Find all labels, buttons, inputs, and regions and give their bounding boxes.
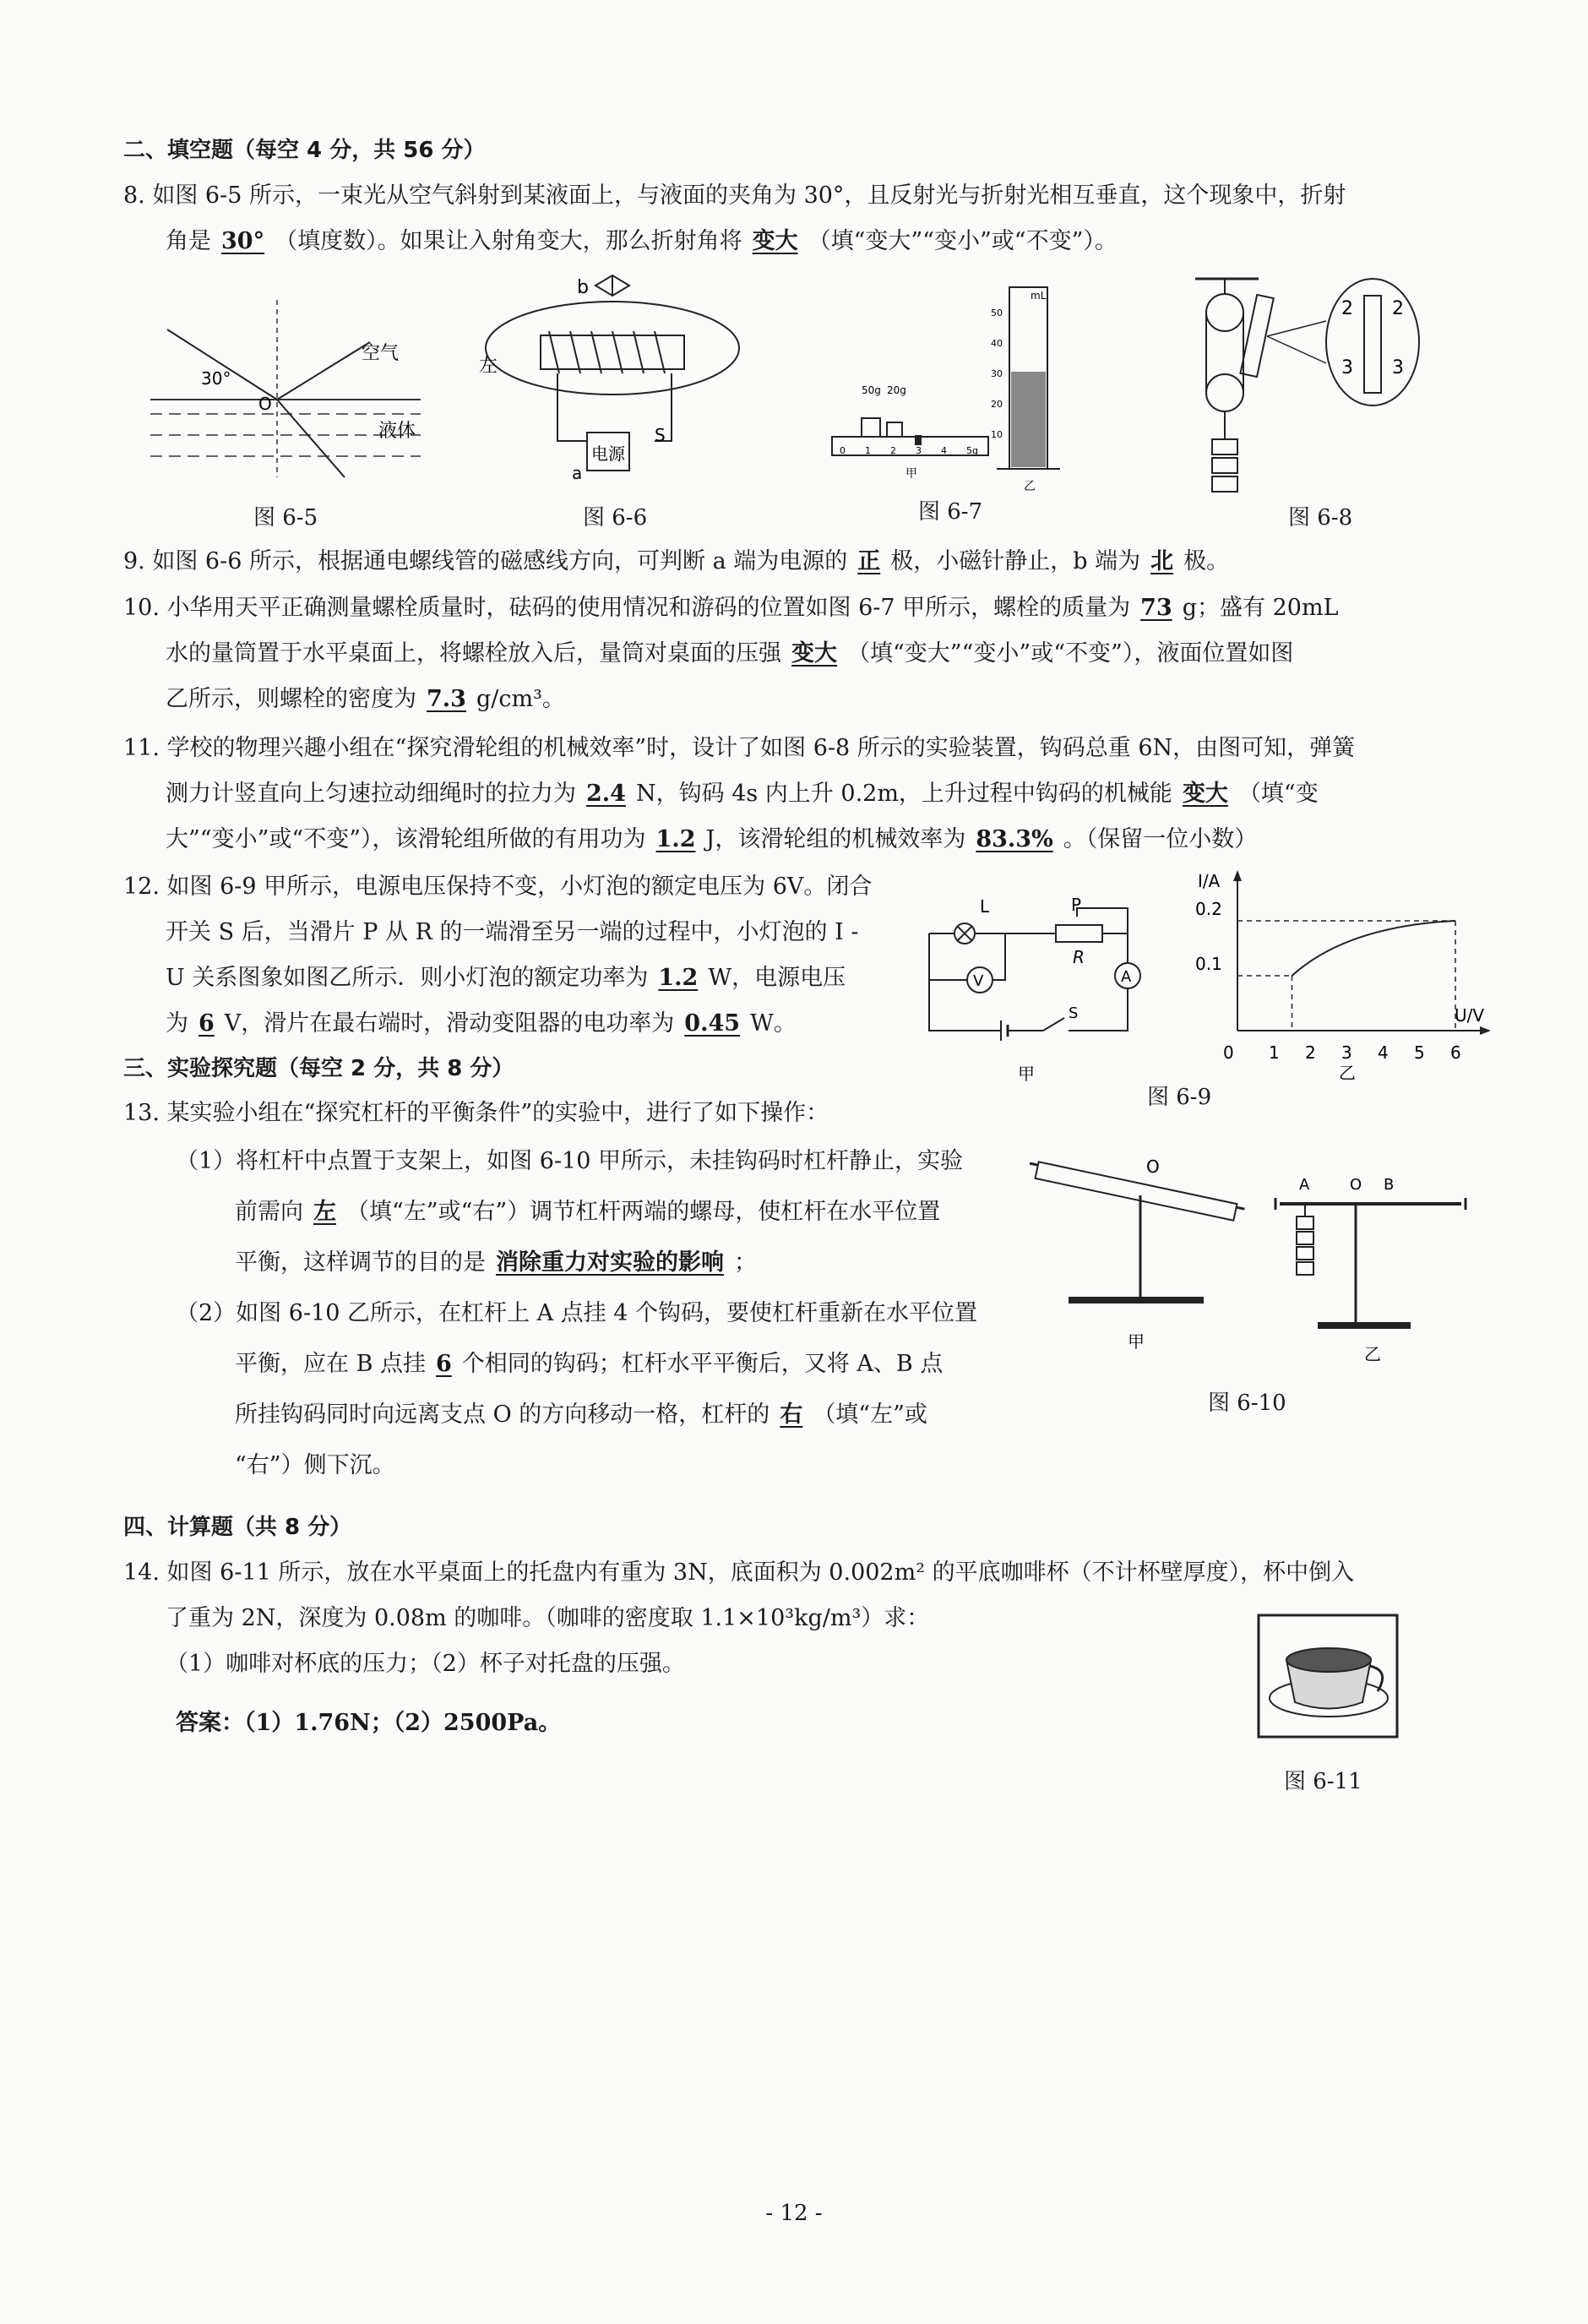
- q14-line3: （1）咖啡对杯底的压力；（2）杯子对托盘的压强。: [166, 1651, 685, 1677]
- x-tick: 4: [1378, 1042, 1389, 1063]
- answer-blank: 73: [1140, 595, 1172, 621]
- jia-label: 甲: [1018, 1064, 1035, 1084]
- figure-caption: 图 6-5: [253, 505, 318, 531]
- a-label: a: [572, 463, 583, 483]
- x-tick: 1: [1269, 1042, 1280, 1063]
- q14-line1: 14. 如图 6-11 所示，放在水平桌面上的托盘内有重为 3N，底面积为 0.002m² 的平底咖啡杯（不计杯壁厚度），杯中倒入: [123, 1559, 1355, 1586]
- q10-line1: 10. 小华用天平正确测量螺栓质量时，砝码的使用情况和游码的位置如图 6-7 甲所示，螺栓的质量为 73 g；盛有 20mL: [123, 591, 1339, 625]
- answer-blank: 83.3%: [976, 826, 1053, 852]
- answer-blank: 1.2: [655, 826, 696, 852]
- angle-label: 30°: [201, 368, 231, 389]
- answer-blank: 30°: [221, 228, 265, 254]
- figure-6-8-pulley-system: [1183, 270, 1444, 524]
- figure-caption: 图 6-10: [1208, 1391, 1286, 1416]
- yi-label: 乙: [1339, 1063, 1356, 1083]
- figure-6-6-solenoid-diagram: [477, 272, 748, 492]
- scale-tick: 5g: [966, 445, 978, 456]
- answer-blank: 北: [1150, 548, 1174, 574]
- q12-line3: U 关系图象如图乙所示．则小灯泡的额定功率为 1.2 W，电源电压: [166, 961, 846, 995]
- q14-answer: 答案：（1）1.76N；（2）2500Pa。: [176, 1710, 562, 1736]
- switch-label: S: [655, 425, 666, 445]
- section-heading-fill-blank: 二、填空题（每空 4 分，共 56 分）: [123, 138, 486, 163]
- answer-blank: 消除重力对实验的影响: [496, 1249, 724, 1276]
- point-b-label: B: [1384, 1176, 1395, 1194]
- figure-caption: 图 6-6: [583, 505, 648, 531]
- voltmeter-label: V: [973, 972, 984, 990]
- jia-label: 甲: [1128, 1331, 1145, 1352]
- q12-line2: 开关 S 后，当滑片 P 从 R 的一端滑至另一端的过程中，小灯泡的 I -: [166, 919, 859, 945]
- figure-caption: 图 6-9: [1147, 1085, 1212, 1110]
- q11-line2: 测力计竖直向上匀速拉动细绳时的拉力为 2.4 N，钩码 4s 内上升 0.2m，上升过程中钩码的机械能 变大 （填“变: [166, 777, 1319, 811]
- q12-line1: 12. 如图 6-9 甲所示，电源电压保持不变，小灯泡的额定电压为 6V。闭合: [123, 874, 873, 900]
- q8-line1: 8. 如图 6-5 所示，一束光从空气斜射到某液面上，与液面的夹角为 30°，且反射光与折射光相互垂直，这个现象中，折射: [123, 182, 1346, 209]
- figure-6-5-refraction-diagram: [150, 300, 429, 486]
- ml-label: mL: [1031, 290, 1047, 302]
- pivot-o-label: O: [1146, 1157, 1160, 1177]
- point-a-label: A: [1299, 1176, 1310, 1194]
- left-label: 左: [479, 356, 498, 377]
- answer-blank: 右: [780, 1401, 803, 1428]
- q13-p2-line1: （2）如图 6-10 乙所示，在杠杆上 A 点挂 4 个钩码，要使杠杆重新在水平位置: [176, 1300, 978, 1326]
- jia-label: 甲: [905, 467, 917, 481]
- section-heading-calculation: 四、计算题（共 8 分）: [123, 1515, 352, 1540]
- cylinder-tick: 40: [991, 338, 1003, 349]
- answer-blank: 变大: [791, 640, 837, 667]
- x-axis-label: U/V: [1455, 1005, 1485, 1026]
- b-label: b: [577, 277, 589, 298]
- cylinder-tick: 20: [991, 399, 1003, 410]
- q14-line2: 了重为 2N，深度为 0.08m 的咖啡。（咖啡的密度取 1.1×10³kg/m³）求：: [166, 1605, 930, 1631]
- q11-line3: 大”“变小”或“不变”），该滑轮组所做的有用功为 1.2 J，该滑轮组的机械效率为 83.3% 。（保留一位小数）: [166, 823, 1257, 857]
- q13-p1-line2: 前需向 左 （填“左”或“右”）调节杠杆两端的螺母，使杠杆在水平位置: [235, 1195, 940, 1229]
- power-source-label: 电源: [591, 444, 625, 464]
- q13-p2-line4: “右”）侧下沉。: [235, 1452, 395, 1478]
- x-tick: 5: [1414, 1042, 1425, 1063]
- q13-p1-line3: 平衡，这样调节的目的是 消除重力对实验的影响 ；: [235, 1246, 757, 1280]
- answer-blank: 7.3: [427, 686, 466, 712]
- section-heading-experiment: 三、实验探究题（每空 2 分，共 8 分）: [123, 1056, 514, 1081]
- q13-line1: 13. 某实验小组在“探究杠杆的平衡条件”的实验中，进行了如下操作：: [123, 1100, 829, 1126]
- cylinder-tick: 10: [991, 429, 1003, 440]
- yi-label: 乙: [1024, 480, 1036, 493]
- scale-2-left: 2: [1341, 298, 1353, 319]
- scale-tick: 1: [865, 445, 871, 456]
- origin-label: 0: [1223, 1042, 1234, 1063]
- answer-blank: 0.45: [684, 1010, 741, 1037]
- figure-6-11-coffee-cup: [1257, 1614, 1400, 1740]
- cylinder-tick: 50: [991, 308, 1003, 318]
- figure-caption: 图 6-11: [1284, 1769, 1362, 1794]
- q10-line3: 乙所示，则螺栓的密度为 7.3 g/cm³。: [166, 683, 565, 716]
- y-tick: 0.1: [1195, 954, 1222, 974]
- answer-blank: 变大: [1182, 781, 1228, 807]
- cylinder-tick: 30: [991, 368, 1003, 379]
- iv-curve: [1292, 921, 1456, 976]
- air-label: 空气: [362, 343, 400, 364]
- weight-20g-label: 20g: [887, 384, 906, 396]
- page-number: - 12 -: [765, 2201, 823, 2226]
- iv-guide-lines: [1237, 921, 1455, 1031]
- q11-line1: 11. 学校的物理兴趣小组在“探究滑轮组的机械效率”时，设计了如图 6-8 所示的实验装置，钩码总重 6N，由图可知，弹簧: [123, 735, 1356, 761]
- figure-6-10-lever-diagram: [1026, 1132, 1482, 1369]
- figure-6-9-iv-graph: [1183, 866, 1495, 1086]
- y-tick: 0.2: [1195, 899, 1222, 919]
- pivot-o-label: O: [1350, 1176, 1362, 1194]
- figure-caption: 图 6-7: [918, 499, 983, 525]
- ammeter-label: A: [1121, 968, 1132, 986]
- scale-3-left: 3: [1341, 357, 1353, 378]
- answer-blank: 6: [198, 1010, 215, 1037]
- answer-blank: 变大: [752, 228, 798, 254]
- figure-6-7-balance-cylinder: [828, 279, 1081, 498]
- q9-line: 9. 如图 6-6 所示，根据通电螺线管的磁感线方向，可判断 a 端为电源的 正 极，小磁针静止，b 端为 北 极。: [123, 545, 1229, 579]
- scale-2-right: 2: [1392, 298, 1404, 319]
- scale-tick: 4: [941, 445, 947, 456]
- slider-label: P: [1071, 895, 1082, 915]
- x-tick: 6: [1450, 1042, 1461, 1063]
- scale-tick: 3: [916, 445, 922, 456]
- resistor-label: R: [1073, 947, 1085, 967]
- x-tick: 2: [1305, 1042, 1316, 1063]
- scale-tick: 0: [840, 445, 846, 456]
- q8-line2: 角是 30° （填度数）。如果让入射角变大，那么折射角将 变大 （填“变大”“变小”或“不变”）。: [166, 225, 1118, 259]
- liquid-label: 液体: [378, 421, 416, 442]
- q13-p2-line2: 平衡，应在 B 点挂 6 个相同的钩码；杠杆水平平衡后，又将 A、B 点: [235, 1347, 943, 1381]
- figure-caption: 图 6-8: [1288, 505, 1353, 531]
- q10-line2: 水的量筒置于水平桌面上，将螺栓放入后，量筒对桌面的压强 变大 （填“变大”“变小”或“不变”），液面位置如图: [166, 637, 1293, 671]
- answer-blank: 1.2: [658, 965, 699, 991]
- switch-label: S: [1069, 1004, 1079, 1022]
- figure-6-9-circuit: [921, 887, 1166, 1090]
- answer-blank: 6: [436, 1351, 452, 1377]
- answer-blank: 2.4: [586, 781, 626, 807]
- y-axis-label: I/A: [1198, 871, 1221, 891]
- answer-blank: 正: [857, 548, 881, 574]
- yi-label: 乙: [1364, 1344, 1381, 1364]
- lamp-label: L: [980, 896, 990, 917]
- point-o-label: O: [258, 394, 272, 414]
- answer-blank: 左: [313, 1199, 336, 1225]
- q13-p2-line3: 所挂钩码同时向远离支点 O 的方向移动一格，杠杆的 右 （填“左”或: [235, 1398, 927, 1432]
- scale-3-right: 3: [1392, 357, 1404, 378]
- q12-line4: 为 6 V，滑片在最右端时，滑动变阻器的电功率为 0.45 W。: [166, 1007, 797, 1041]
- scale-tick: 2: [890, 445, 896, 456]
- x-tick: 3: [1341, 1042, 1352, 1063]
- q13-p1-line1: （1）将杠杆中点置于支架上，如图 6-10 甲所示，未挂钩码时杠杆静止，实验: [176, 1148, 963, 1174]
- weight-50g-label: 50g: [862, 384, 881, 396]
